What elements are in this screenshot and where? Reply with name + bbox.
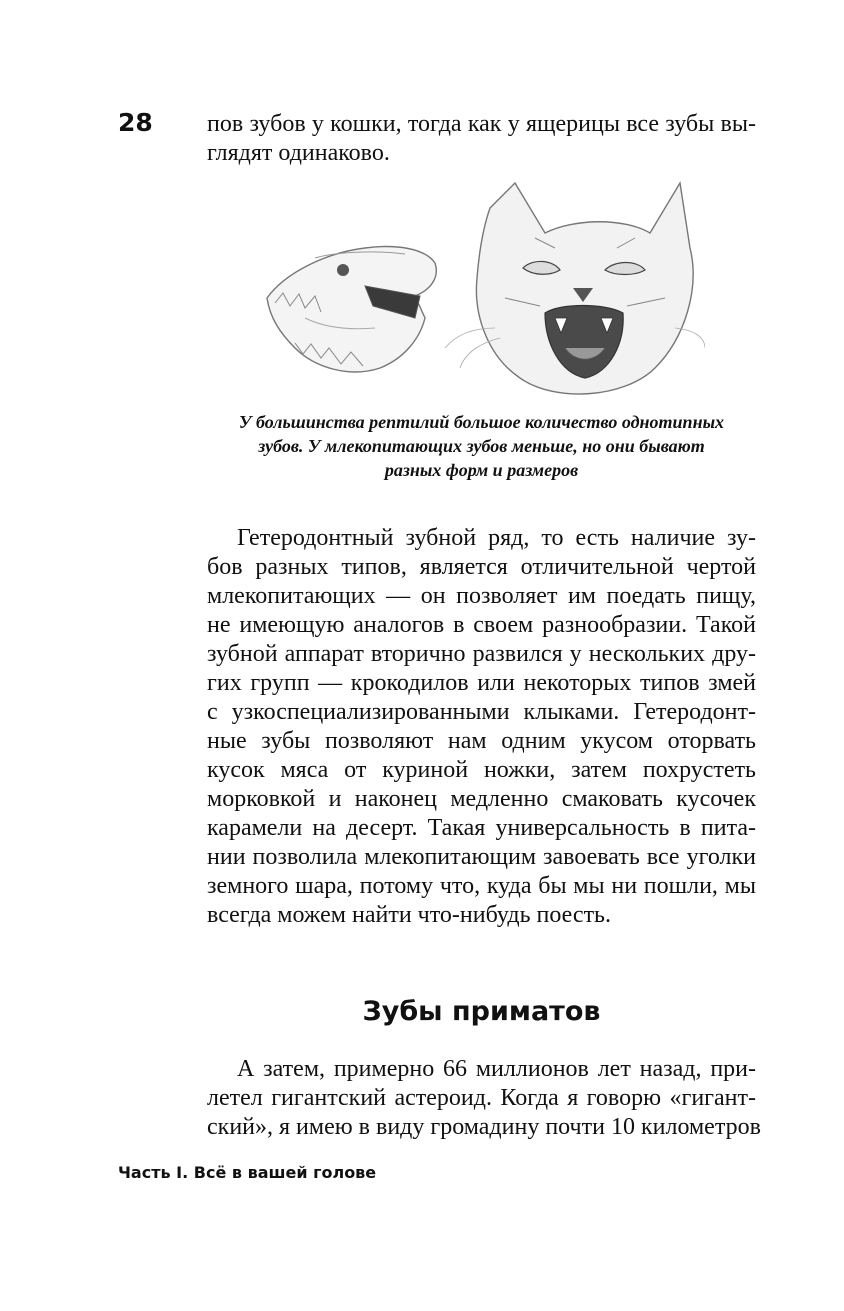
- body-paragraph: [207, 524, 756, 930]
- text-line: пов зубов у кошки, тогда как у ящерицы все зубы вы-: [207, 111, 756, 137]
- text-line: зубной аппарат вторично развился у нескольких дру-: [207, 641, 756, 667]
- text-line: бов разных типов, является отличительной чертой: [207, 554, 756, 580]
- lizard-head-drawing: [267, 247, 436, 372]
- caption-line: У большинства рептилий большое количество однотипных: [238, 412, 725, 432]
- text-line: А затем, примерно 66 миллионов лет назад, при-: [237, 1056, 756, 1082]
- text-line: ский», я имею в виду громадину почти 10 километров: [207, 1114, 761, 1140]
- text-line: не имеющую аналогов в своем разнообразии. Такой: [207, 612, 756, 638]
- text-line: земного шара, потому что, куда бы мы ни пошли, мы: [207, 873, 756, 899]
- text-line: млекопитающих — он позволяет им поедать пищу,: [207, 583, 756, 609]
- cat-head-drawing: [445, 183, 705, 394]
- text-line: с узкоспециализированными клыками. Гетеродонт-: [207, 699, 756, 725]
- figure: [255, 178, 705, 410]
- text-line: кусок мяса от куриной ножки, затем похрустеть: [207, 757, 756, 783]
- text-line: летел гигантский астероид. Когда я говорю «гигант-: [207, 1085, 756, 1111]
- text-line: всегда можем найти что-нибудь поесть.: [207, 902, 612, 928]
- section-paragraph: [207, 1055, 761, 1142]
- figure-caption: [207, 410, 756, 482]
- running-footer: Часть I. Всё в вашей голове: [118, 1163, 377, 1182]
- text-line: гих групп — крокодилов или некоторых типов змей: [207, 670, 756, 696]
- text-line: ные зубы позволяют нам одним укусом оторвать: [207, 728, 756, 754]
- text-line: глядят одинаково.: [207, 140, 390, 166]
- top-text: [207, 110, 756, 168]
- page-number: 28: [118, 108, 153, 137]
- text-line: Гетеродонтный зубной ряд, то есть наличие зу-: [237, 525, 756, 551]
- text-line: карамели на десерт. Такая универсальность в пита-: [207, 815, 756, 841]
- section-heading: Зубы приматов: [362, 996, 601, 1027]
- caption-line: зубов. У млекопитающих зубов меньше, но они бывают: [258, 436, 705, 456]
- text-line: морковкой и наконец медленно смаковать кусочек: [207, 786, 756, 812]
- caption-line: разных форм и размеров: [384, 460, 579, 480]
- text-line: нии позволила млекопитающим завоевать все уголки: [207, 844, 756, 870]
